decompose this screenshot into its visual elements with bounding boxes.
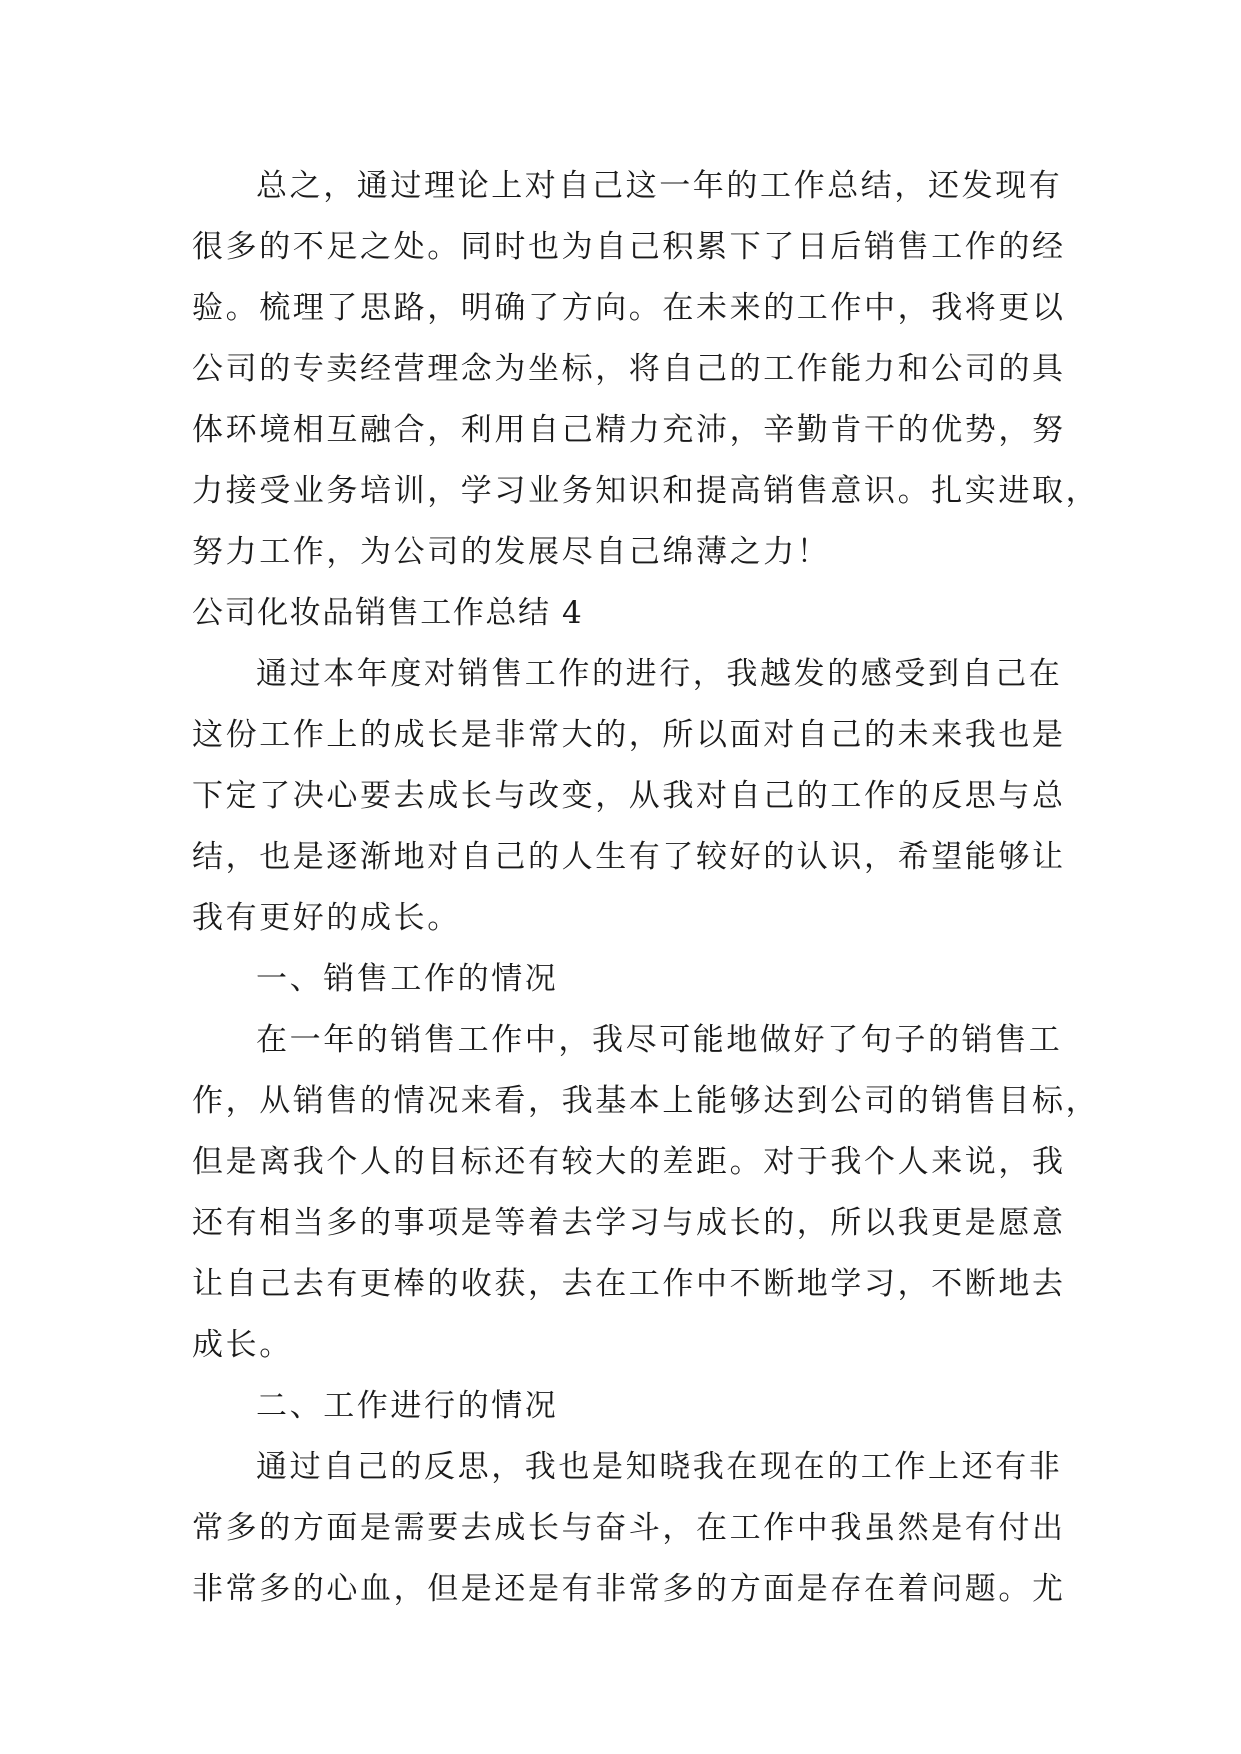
paragraph-line: 力接受业务培训，学习业务知识和提高销售意识。扎实进取， — [192, 473, 1100, 509]
paragraph-line: 我有更好的成长。 — [192, 900, 461, 936]
paragraph-line: 这份工作上的成长是非常大的，所以面对自己的未来我也是 — [192, 717, 1066, 753]
section-title: 公司化妆品销售工作总结 4 — [192, 595, 584, 631]
paragraph-line: 公司的专卖经营理念为坐标，将自己的工作能力和公司的具 — [192, 351, 1066, 387]
paragraph-line: 作，从销售的情况来看，我基本上能够达到公司的销售目标， — [192, 1083, 1100, 1119]
paragraph-line: 让自己去有更棒的收获，去在工作中不断地学习，不断地去 — [192, 1266, 1066, 1302]
paragraph-line: 非常多的心血，但是还是有非常多的方面是存在着问题。尤 — [192, 1571, 1066, 1607]
paragraph-line: 很多的不足之处。同时也为自己积累下了日后销售工作的经 — [192, 229, 1066, 265]
paragraph-line: 在一年的销售工作中，我尽可能地做好了句子的销售工 — [256, 1022, 1063, 1058]
paragraph-line: 体环境相互融合，利用自己精力充沛，辛勤肯干的优势，努 — [192, 412, 1066, 448]
paragraph-line: 努力工作，为公司的发展尽自己绵薄之力！ — [192, 534, 831, 570]
subheading: 一、销售工作的情况 — [256, 961, 559, 997]
document-body — [192, 156, 1100, 1620]
paragraph-line: 总之，通过理论上对自己这一年的工作总结，还发现有 — [256, 168, 1063, 204]
paragraph-line: 常多的方面是需要去成长与奋斗，在工作中我虽然是有付出 — [192, 1510, 1066, 1546]
paragraph-line: 通过本年度对销售工作的进行，我越发的感受到自己在 — [256, 656, 1063, 692]
paragraph-line: 下定了决心要去成长与改变，从我对自己的工作的反思与总 — [192, 778, 1066, 814]
subheading: 二、工作进行的情况 — [256, 1388, 559, 1424]
paragraph-line: 成长。 — [192, 1327, 293, 1363]
paragraph-line: 但是离我个人的目标还有较大的差距。对于我个人来说，我 — [192, 1144, 1066, 1180]
paragraph-line: 还有相当多的事项是等着去学习与成长的，所以我更是愿意 — [192, 1205, 1066, 1241]
paragraph-line: 结，也是逐渐地对自己的人生有了较好的认识，希望能够让 — [192, 839, 1066, 875]
paragraph-line: 通过自己的反思，我也是知晓我在现在的工作上还有非 — [256, 1449, 1063, 1485]
paragraph-line: 验。梳理了思路，明确了方向。在未来的工作中，我将更以 — [192, 290, 1066, 326]
